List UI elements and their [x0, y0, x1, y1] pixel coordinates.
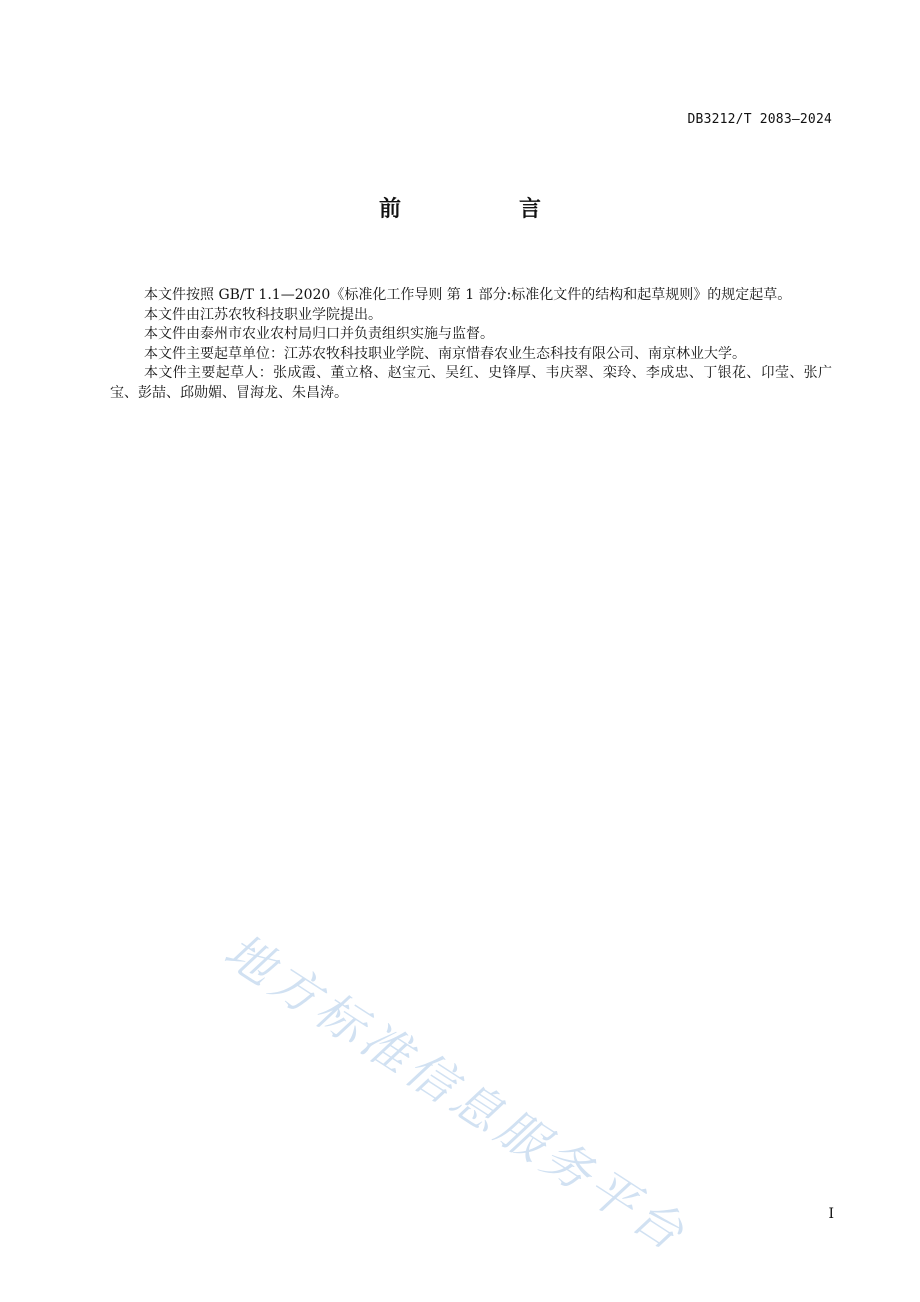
watermark: 地方标准信息服务平台 [214, 922, 698, 1264]
foreword-body [110, 286, 832, 403]
paragraph-drafting-basis: 本文件按照 GB/T 1.1—2020《标准化工作导则 第 1 部分:标准化文件的结构和起草规则》的规定起草。 [144, 287, 792, 303]
paragraph-administrator: 本文件由泰州市农业农村局归口并负责组织实施与监督。 [144, 326, 494, 342]
paragraph-proposer: 本文件由江苏农牧科技职业学院提出。 [144, 306, 382, 323]
paragraph-drafting-units: 本文件主要起草单位：江苏农牧科技职业学院、南京惜春农业生态科技有限公司、南京林业大学。 [144, 345, 746, 362]
page-title: 前 言 [378, 197, 589, 222]
page-number: I [828, 1206, 834, 1222]
paragraph-drafters: 本文件主要起草人：张成霞、董立格、赵宝元、吴红、史锋厚、韦庆翠、栾玲、李成忠、丁银花、卬莹、张广宝、彭喆、邱勋媚、冒海龙、朱昌涛。 [110, 365, 832, 401]
document-code: DB3212/T 2083—2024 [687, 112, 832, 127]
